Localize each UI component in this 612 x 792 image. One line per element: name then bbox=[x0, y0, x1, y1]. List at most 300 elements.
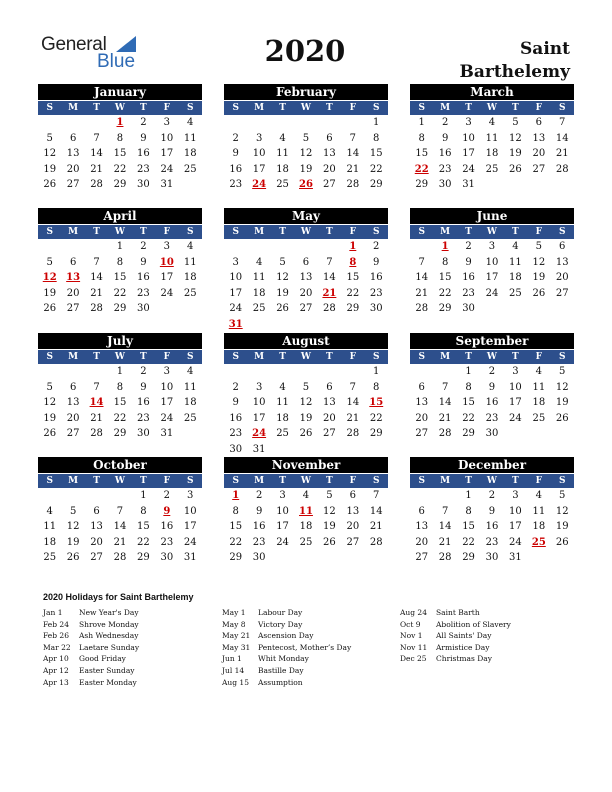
holiday-item bbox=[400, 653, 566, 665]
weekday-label: W bbox=[114, 352, 126, 362]
month-february bbox=[224, 84, 388, 193]
day-cell: 20 bbox=[415, 536, 429, 548]
day-cell bbox=[179, 177, 202, 193]
day-cell: 14 bbox=[323, 272, 336, 283]
holiday-date: Apr 12 bbox=[43, 665, 69, 675]
day-cell: 7 bbox=[93, 381, 100, 393]
day-cell: 16 bbox=[137, 148, 150, 159]
weekday-header bbox=[410, 474, 574, 488]
day-cell: 18 bbox=[485, 148, 499, 159]
day-cell: 7 bbox=[116, 505, 124, 517]
day-cell: 13 bbox=[66, 397, 80, 408]
day-cell: 4 bbox=[187, 241, 194, 252]
day-cell: 22 bbox=[229, 536, 243, 548]
day-cell: 18 bbox=[532, 397, 546, 408]
weekday-label: M bbox=[254, 476, 265, 486]
week-row bbox=[38, 504, 202, 520]
day-cell: 23 bbox=[229, 428, 243, 439]
day-cell bbox=[85, 364, 108, 380]
weekday-label: S bbox=[186, 103, 194, 113]
week-row bbox=[410, 301, 574, 317]
day-cell: 6 bbox=[326, 132, 333, 144]
day-cell: 14 bbox=[369, 505, 383, 517]
day-cell: 21 bbox=[555, 148, 569, 159]
day-cell: 1 bbox=[465, 490, 472, 501]
day-cell: 5 bbox=[46, 381, 53, 393]
day-cell: 25 bbox=[276, 179, 289, 190]
day-cell: 16 bbox=[137, 272, 150, 283]
day-cell bbox=[527, 426, 550, 442]
weekday-label: W bbox=[486, 352, 498, 362]
day-cell: 23 bbox=[137, 163, 150, 175]
week-row bbox=[224, 504, 388, 520]
day-cell: 23 bbox=[369, 287, 383, 299]
weekday-label: T bbox=[279, 103, 286, 113]
day-cell: 9 bbox=[465, 256, 472, 268]
day-cell: 12 bbox=[43, 148, 57, 159]
weekday-label: T bbox=[93, 352, 100, 362]
day-cell: 15 bbox=[415, 148, 429, 159]
day-cell: 27 bbox=[415, 552, 429, 563]
day-cell: 29 bbox=[369, 428, 383, 439]
day-cell: 10 bbox=[229, 272, 243, 283]
day-cell: 10 bbox=[160, 132, 174, 144]
week-row bbox=[224, 488, 388, 504]
week-row bbox=[224, 286, 388, 302]
day-cell: 9 bbox=[140, 256, 147, 268]
day-cell: 14 bbox=[346, 148, 360, 159]
day-cell: 19 bbox=[43, 287, 57, 299]
weekday-label: F bbox=[163, 352, 171, 362]
holiday-day-cell: 1 bbox=[232, 490, 240, 501]
day-cell: 19 bbox=[66, 536, 80, 548]
day-cell bbox=[294, 364, 317, 380]
holiday-date: May 1 bbox=[222, 608, 246, 617]
day-cell: 17 bbox=[252, 412, 266, 424]
holiday-date: Feb 24 bbox=[43, 619, 69, 629]
day-cell: 3 bbox=[255, 381, 263, 393]
weekday-label: F bbox=[349, 103, 357, 113]
week-row bbox=[410, 270, 574, 286]
day-cell: 8 bbox=[373, 132, 380, 144]
holiday-name: All Saints' Day bbox=[436, 631, 492, 641]
holiday-column bbox=[43, 607, 209, 688]
day-cell: 24 bbox=[462, 163, 475, 175]
day-cell bbox=[318, 317, 341, 333]
day-cell: 17 bbox=[160, 272, 174, 283]
day-cell bbox=[294, 550, 317, 566]
week-row bbox=[38, 519, 202, 535]
weekday-label: T bbox=[93, 103, 100, 113]
day-cell: 25 bbox=[299, 536, 313, 548]
day-cell: 25 bbox=[509, 287, 522, 299]
day-cell: 1 bbox=[465, 366, 472, 377]
day-cell: 26 bbox=[43, 303, 57, 314]
week-row bbox=[224, 146, 388, 162]
weekday-label: S bbox=[372, 352, 380, 362]
day-cell: 4 bbox=[512, 241, 519, 252]
week-row bbox=[224, 411, 388, 427]
day-cell: 11 bbox=[43, 521, 57, 532]
day-cell: 2 bbox=[488, 490, 496, 501]
day-cell bbox=[480, 301, 503, 317]
day-cell bbox=[365, 442, 388, 458]
day-cell bbox=[85, 239, 108, 255]
day-cell: 9 bbox=[140, 132, 147, 144]
holiday-date: Mar 22 bbox=[43, 642, 71, 652]
week-row bbox=[410, 115, 574, 131]
country-line-1: Saint bbox=[520, 39, 570, 59]
week-row bbox=[410, 255, 574, 271]
holiday-day-cell: 21 bbox=[322, 287, 337, 299]
day-cell: 29 bbox=[113, 303, 127, 314]
day-cell bbox=[433, 364, 456, 380]
day-cell: 4 bbox=[255, 256, 263, 268]
weekday-label: W bbox=[300, 103, 312, 113]
day-cell: 9 bbox=[140, 381, 147, 393]
day-cell: 1 bbox=[140, 490, 147, 501]
day-cell: 18 bbox=[509, 272, 522, 283]
holiday-day-cell: 14 bbox=[89, 397, 104, 408]
weekday-label: T bbox=[279, 476, 286, 486]
day-cell: 8 bbox=[465, 505, 472, 517]
day-cell: 18 bbox=[183, 397, 197, 408]
day-cell: 24 bbox=[229, 303, 243, 314]
day-cell: 16 bbox=[485, 521, 499, 532]
weekday-label: S bbox=[558, 476, 566, 486]
day-cell bbox=[61, 364, 84, 380]
day-cell: 30 bbox=[137, 179, 150, 190]
day-cell: 10 bbox=[252, 148, 266, 159]
weekday-header bbox=[224, 225, 388, 239]
holiday-name: Ash Wednesday bbox=[79, 631, 139, 641]
calendar-year: 2020 bbox=[264, 34, 346, 68]
month-title: December bbox=[410, 457, 574, 473]
week-row bbox=[38, 380, 202, 396]
day-cell bbox=[504, 177, 527, 193]
day-cell: 26 bbox=[555, 412, 569, 424]
weekday-label: M bbox=[68, 103, 79, 113]
day-cell: 1 bbox=[116, 366, 124, 377]
day-cell bbox=[271, 442, 294, 458]
holiday-item bbox=[222, 653, 388, 665]
week-row bbox=[410, 426, 574, 442]
day-cell bbox=[179, 426, 202, 442]
day-cell bbox=[61, 488, 84, 504]
weekday-label: M bbox=[68, 227, 79, 237]
day-cell: 8 bbox=[373, 381, 380, 393]
day-cell: 12 bbox=[276, 272, 289, 283]
day-cell: 26 bbox=[323, 536, 336, 548]
day-cell: 19 bbox=[555, 397, 569, 408]
day-cell bbox=[85, 488, 108, 504]
day-cell: 16 bbox=[252, 521, 266, 532]
weekday-label: M bbox=[68, 476, 79, 486]
day-cell: 26 bbox=[509, 163, 522, 175]
holiday-day-cell: 1 bbox=[349, 241, 357, 252]
day-cell bbox=[294, 115, 317, 131]
month-title: September bbox=[410, 333, 574, 349]
weekday-label: S bbox=[372, 103, 380, 113]
day-cell: 31 bbox=[252, 443, 266, 455]
day-cell: 27 bbox=[415, 428, 429, 439]
day-cell bbox=[294, 239, 317, 255]
month-title: June bbox=[410, 208, 574, 224]
week-row bbox=[38, 255, 202, 271]
holiday-day-cell: 25 bbox=[531, 536, 546, 548]
weekday-header bbox=[38, 350, 202, 364]
day-cell: 26 bbox=[555, 536, 569, 548]
day-cell: 26 bbox=[532, 287, 546, 299]
day-cell: 30 bbox=[369, 303, 383, 314]
holiday-date: May 31 bbox=[222, 642, 251, 652]
weekday-label: M bbox=[440, 103, 451, 113]
month-july bbox=[38, 333, 202, 442]
day-cell: 16 bbox=[462, 272, 475, 283]
day-cell: 28 bbox=[90, 303, 103, 314]
day-cell: 20 bbox=[299, 287, 313, 299]
weekday-label: T bbox=[140, 352, 147, 362]
day-cell: 24 bbox=[160, 287, 174, 299]
day-cell bbox=[527, 550, 550, 566]
weekday-header bbox=[38, 474, 202, 488]
day-cell bbox=[294, 317, 317, 333]
day-cell: 6 bbox=[93, 505, 100, 517]
day-cell: 3 bbox=[279, 490, 286, 501]
holiday-date: Nov 1 bbox=[400, 631, 423, 641]
weekday-label: S bbox=[558, 103, 566, 113]
weekday-label: S bbox=[418, 352, 425, 362]
day-cell: 25 bbox=[252, 303, 266, 314]
day-cell: 20 bbox=[323, 412, 336, 424]
day-cell: 23 bbox=[160, 536, 174, 548]
day-cell: 5 bbox=[46, 132, 53, 144]
month-april bbox=[38, 208, 202, 317]
day-cell: 11 bbox=[532, 381, 546, 393]
day-cell: 13 bbox=[415, 521, 429, 532]
weekday-label: T bbox=[465, 476, 472, 486]
day-cell: 18 bbox=[183, 148, 197, 159]
day-cell: 22 bbox=[113, 163, 127, 175]
day-cell: 27 bbox=[346, 536, 360, 548]
day-cell: 7 bbox=[418, 256, 425, 268]
day-cell: 1 bbox=[373, 366, 380, 377]
holiday-item bbox=[222, 665, 388, 677]
week-row bbox=[38, 395, 202, 411]
week-row bbox=[38, 426, 202, 442]
day-cell: 4 bbox=[46, 505, 53, 517]
weekday-label: S bbox=[46, 352, 53, 362]
day-cell: 22 bbox=[438, 287, 452, 299]
day-cell: 22 bbox=[462, 536, 475, 548]
day-cell: 22 bbox=[346, 287, 360, 299]
day-cell: 12 bbox=[532, 256, 546, 268]
day-cell: 9 bbox=[488, 381, 496, 393]
weekday-label: F bbox=[163, 103, 171, 113]
day-cell: 11 bbox=[252, 272, 266, 283]
weekday-header bbox=[410, 350, 574, 364]
holiday-date: Jun 1 bbox=[222, 654, 242, 664]
day-cell: 10 bbox=[509, 381, 522, 393]
day-cell bbox=[504, 426, 527, 442]
week-row bbox=[410, 411, 574, 427]
day-cell: 1 bbox=[418, 117, 425, 128]
weekday-header bbox=[224, 474, 388, 488]
day-cell bbox=[433, 488, 456, 504]
weekday-label: F bbox=[349, 476, 357, 486]
week-row bbox=[410, 239, 574, 255]
day-cell bbox=[271, 550, 294, 566]
day-cell: 6 bbox=[302, 256, 310, 268]
day-cell: 12 bbox=[299, 397, 313, 408]
holiday-day-cell: 24 bbox=[252, 179, 267, 190]
day-cell: 26 bbox=[299, 428, 313, 439]
day-cell: 29 bbox=[369, 179, 383, 190]
week-row bbox=[224, 162, 388, 178]
day-cell bbox=[318, 239, 341, 255]
day-cell: 8 bbox=[418, 132, 425, 144]
week-row bbox=[224, 270, 388, 286]
day-cell bbox=[410, 488, 433, 504]
day-cell: 12 bbox=[43, 397, 57, 408]
weekday-label: W bbox=[114, 103, 126, 113]
day-cell: 9 bbox=[232, 148, 239, 159]
day-cell: 20 bbox=[346, 521, 360, 532]
day-cell: 10 bbox=[485, 256, 499, 268]
week-row bbox=[410, 395, 574, 411]
day-cell: 29 bbox=[346, 303, 360, 314]
day-cell: 21 bbox=[415, 287, 429, 299]
holiday-name: Victory Day bbox=[258, 619, 303, 629]
holiday-name: Armistice Day bbox=[436, 642, 490, 652]
day-cell: 3 bbox=[255, 132, 263, 144]
day-cell: 16 bbox=[160, 521, 174, 532]
day-cell: 26 bbox=[43, 179, 57, 190]
day-cell bbox=[527, 177, 550, 193]
weekday-label: S bbox=[372, 227, 380, 237]
day-cell: 11 bbox=[532, 505, 546, 517]
day-cell: 10 bbox=[276, 505, 289, 517]
day-cell: 25 bbox=[276, 428, 289, 439]
holiday-day-cell: 24 bbox=[252, 428, 267, 439]
day-cell: 8 bbox=[116, 132, 124, 144]
day-cell: 3 bbox=[163, 117, 170, 128]
holiday-column bbox=[222, 607, 388, 688]
day-cell: 4 bbox=[187, 117, 194, 128]
day-cell: 18 bbox=[276, 163, 289, 175]
month-title: January bbox=[38, 84, 202, 100]
day-cell: 27 bbox=[323, 428, 336, 439]
holiday-date: Oct 9 bbox=[400, 619, 421, 629]
day-cell: 2 bbox=[163, 490, 170, 501]
month-august bbox=[224, 333, 388, 457]
day-cell: 8 bbox=[465, 381, 472, 393]
week-row bbox=[38, 239, 202, 255]
week-row bbox=[224, 115, 388, 131]
day-cell bbox=[247, 317, 270, 333]
month-june bbox=[410, 208, 574, 317]
day-cell bbox=[365, 317, 388, 333]
weekday-label: S bbox=[418, 227, 425, 237]
day-cell bbox=[410, 364, 433, 380]
day-cell: 12 bbox=[509, 132, 522, 144]
weekday-label: T bbox=[512, 103, 519, 113]
day-cell: 15 bbox=[462, 521, 475, 532]
weekday-label: F bbox=[163, 476, 171, 486]
weekday-label: T bbox=[93, 227, 100, 237]
day-cell: 27 bbox=[66, 428, 80, 439]
day-cell: 19 bbox=[43, 163, 57, 175]
day-cell: 11 bbox=[485, 132, 499, 144]
day-cell bbox=[271, 317, 294, 333]
day-cell: 17 bbox=[509, 397, 522, 408]
day-cell: 28 bbox=[555, 163, 569, 175]
holiday-name: Assumption bbox=[258, 677, 303, 687]
day-cell: 2 bbox=[441, 117, 449, 128]
day-cell: 15 bbox=[229, 521, 243, 532]
day-cell: 23 bbox=[438, 163, 452, 175]
day-cell: 19 bbox=[276, 287, 289, 299]
month-title: November bbox=[224, 457, 388, 473]
day-cell: 19 bbox=[555, 521, 569, 532]
logo-blue-text: Blue bbox=[97, 51, 136, 72]
day-cell: 25 bbox=[485, 163, 499, 175]
day-cell bbox=[551, 550, 574, 566]
day-cell: 15 bbox=[462, 397, 475, 408]
country-title bbox=[410, 38, 570, 84]
day-cell: 4 bbox=[279, 132, 286, 144]
day-cell bbox=[85, 115, 108, 131]
day-cell: 6 bbox=[349, 490, 356, 501]
day-cell: 13 bbox=[415, 397, 429, 408]
holiday-day-cell: 26 bbox=[299, 179, 313, 190]
week-row bbox=[224, 301, 388, 317]
day-cell: 31 bbox=[160, 179, 174, 190]
day-cell: 18 bbox=[43, 536, 57, 548]
logo-triangle-icon bbox=[116, 36, 136, 52]
day-cell: 25 bbox=[183, 412, 197, 424]
day-cell: 28 bbox=[346, 428, 360, 439]
holiday-name: Ascension Day bbox=[258, 631, 314, 641]
day-cell bbox=[341, 115, 364, 131]
holiday-item bbox=[43, 653, 209, 665]
weekday-label: S bbox=[186, 476, 194, 486]
day-cell: 5 bbox=[279, 256, 286, 268]
holiday-item bbox=[222, 607, 388, 619]
holiday-name: Christmas Day bbox=[436, 654, 492, 664]
holiday-day-cell: 10 bbox=[159, 256, 174, 268]
weekday-label: T bbox=[465, 352, 472, 362]
weekday-label: F bbox=[535, 227, 543, 237]
day-cell: 6 bbox=[418, 505, 425, 517]
weekday-label: S bbox=[418, 476, 425, 486]
day-cell: 25 bbox=[183, 163, 197, 175]
day-cell: 22 bbox=[113, 412, 127, 424]
day-cell: 19 bbox=[323, 521, 336, 532]
weekday-label: S bbox=[232, 103, 239, 113]
week-row bbox=[38, 301, 202, 317]
day-cell bbox=[341, 442, 364, 458]
day-cell: 8 bbox=[116, 381, 124, 393]
day-cell: 21 bbox=[438, 536, 452, 548]
day-cell: 25 bbox=[43, 552, 57, 563]
week-row bbox=[410, 519, 574, 535]
holiday-item bbox=[222, 619, 388, 631]
day-cell: 6 bbox=[69, 132, 77, 144]
weekday-label: T bbox=[140, 103, 147, 113]
month-title: May bbox=[224, 208, 388, 224]
day-cell: 17 bbox=[229, 287, 243, 299]
